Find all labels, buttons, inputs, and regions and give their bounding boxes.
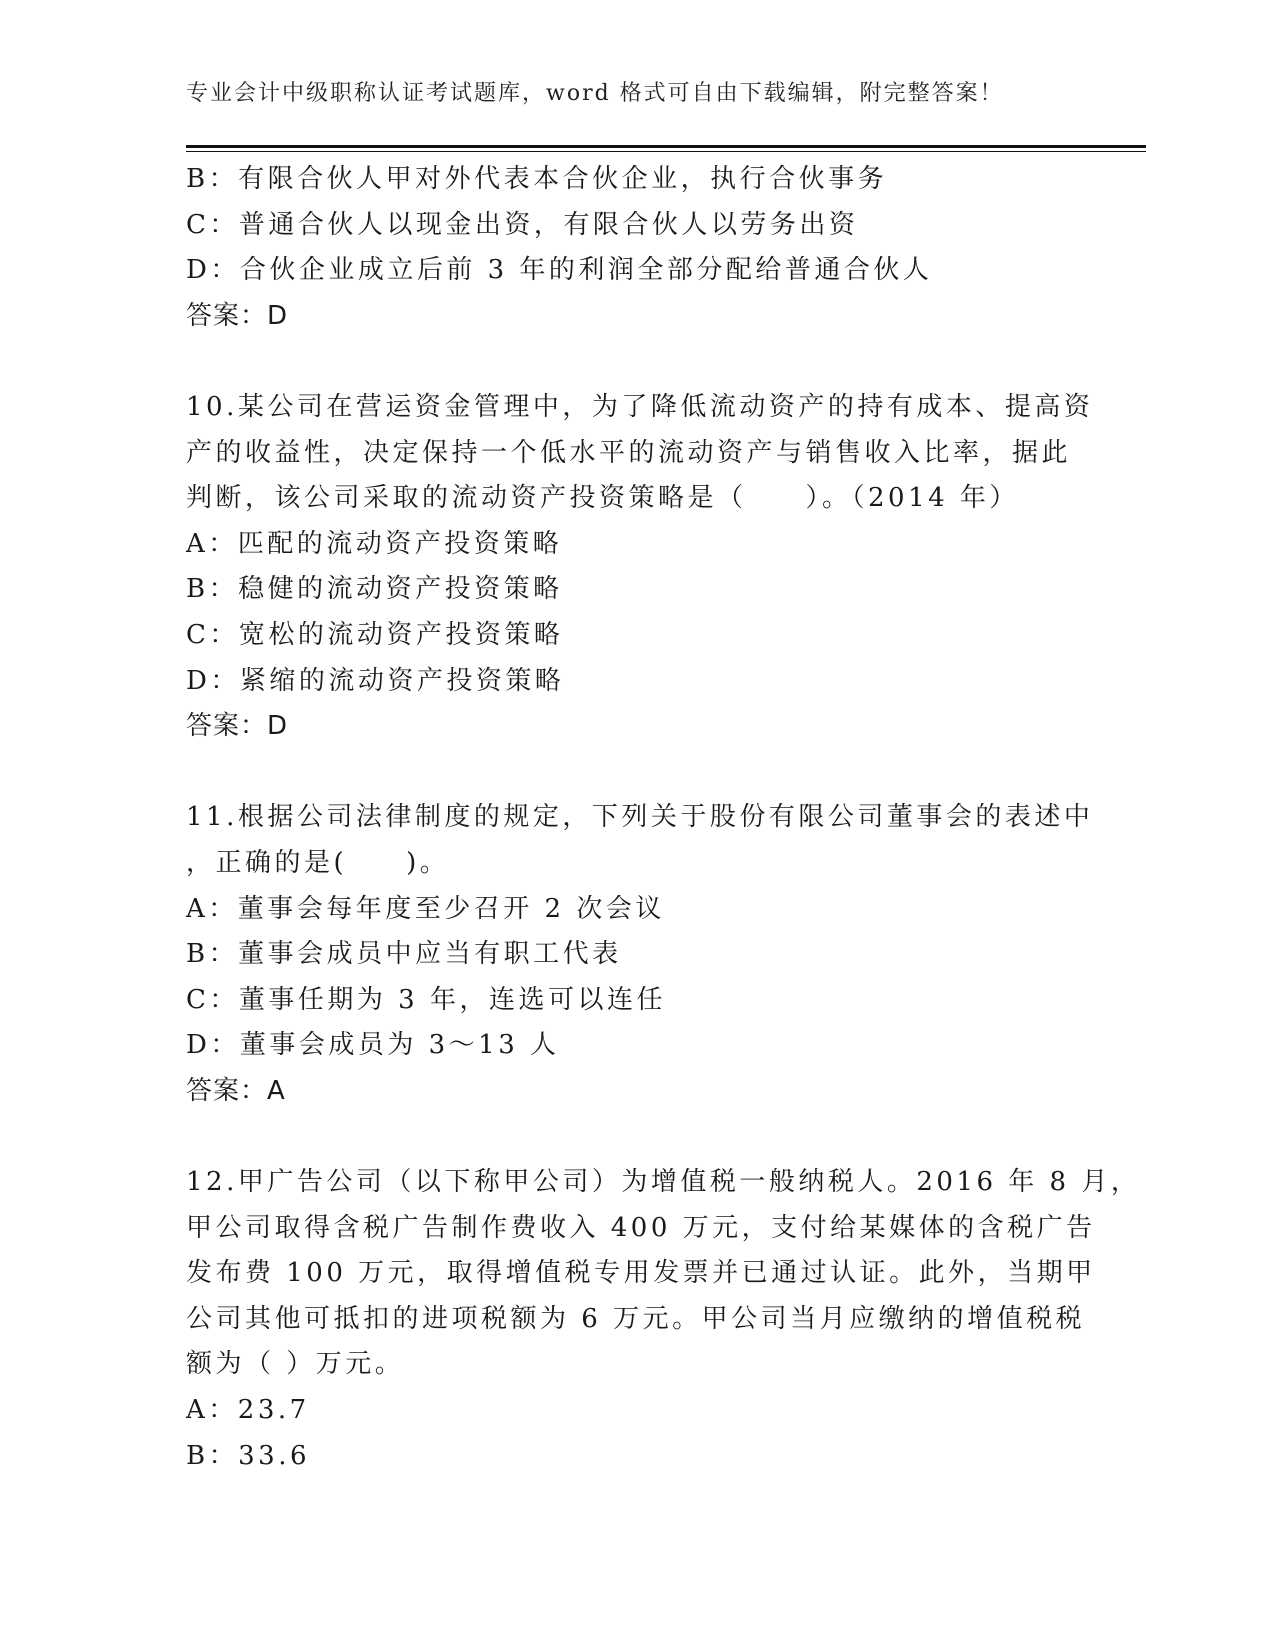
question-10	[186, 385, 1094, 750]
option-d: D：合伙企业成立后前 3 年的利润全部分配给普通合伙人	[186, 255, 933, 286]
answer-line: 答案：D	[186, 711, 289, 742]
option-c: C：普通合伙人以现金出资，有限合伙人以劳务出资	[186, 209, 859, 240]
option-a: A：匹配的流动资产投资策略	[186, 528, 563, 559]
header-divider-thin	[186, 151, 1146, 152]
question-stem-line: 发布费 100 万元，取得增值税专用发票并已通过认证。此外，当期甲	[186, 1258, 1096, 1289]
question-11	[186, 795, 1094, 1114]
answer-line: 答案：A	[186, 1075, 286, 1106]
question-stem-line: 12.甲广告公司（以下称甲公司）为增值税一般纳税人。2016 年 8 月，	[186, 1167, 1141, 1198]
question-stem-line: 甲公司取得含税广告制作费收入 400 万元，支付给某媒体的含税广告	[186, 1212, 1096, 1243]
option-b: B：有限合伙人甲对外代表本合伙企业，执行合伙事务	[186, 164, 888, 194]
answer-line: 答案：D	[186, 300, 289, 331]
question-stem-line: 判断，该公司采取的流动资产投资策略是（ ）。（2014 年）	[186, 483, 1019, 514]
question-stem-line: 额为（ ）万元。	[186, 1349, 405, 1380]
option-d: D：紧缩的流动资产投资策略	[186, 665, 565, 696]
option-b: B：董事会成员中应当有职工代表	[186, 939, 622, 970]
option-d: D：董事会成员为 3～13 人	[186, 1030, 560, 1061]
document-body	[186, 157, 1141, 1479]
question-12	[186, 1160, 1141, 1479]
question-stem-line: 公司其他可抵扣的进项税额为 6 万元。甲公司当月应缴纳的增值税税	[186, 1303, 1086, 1334]
question-stem-line: 产的收益性，决定保持一个低水平的流动资产与销售收入比率，据此	[186, 437, 1072, 468]
header-divider-thick	[186, 145, 1146, 148]
question-stem-line: 10.某公司在营运资金管理中，为了降低流动资产的持有成本、提高资	[186, 391, 1094, 422]
question-9-tail	[186, 157, 1086, 339]
option-a: A：23.7	[186, 1395, 310, 1426]
option-b: B：稳健的流动资产投资策略	[186, 574, 563, 605]
option-a: A：董事会每年度至少召开 2 次会议	[186, 893, 665, 924]
question-stem-line: 11.根据公司法律制度的规定，下列关于股份有限公司董事会的表述中	[186, 802, 1094, 833]
option-c: C：董事任期为 3 年，连选可以连任	[186, 984, 666, 1015]
question-stem-line: ，正确的是( )。	[186, 847, 450, 878]
option-b: B：33.6	[186, 1440, 310, 1471]
page-header: 专业会计中级职称认证考试题库，word 格式可自由下载编辑，附完整答案！	[186, 81, 1004, 106]
option-c: C：宽松的流动资产投资策略	[186, 619, 564, 650]
